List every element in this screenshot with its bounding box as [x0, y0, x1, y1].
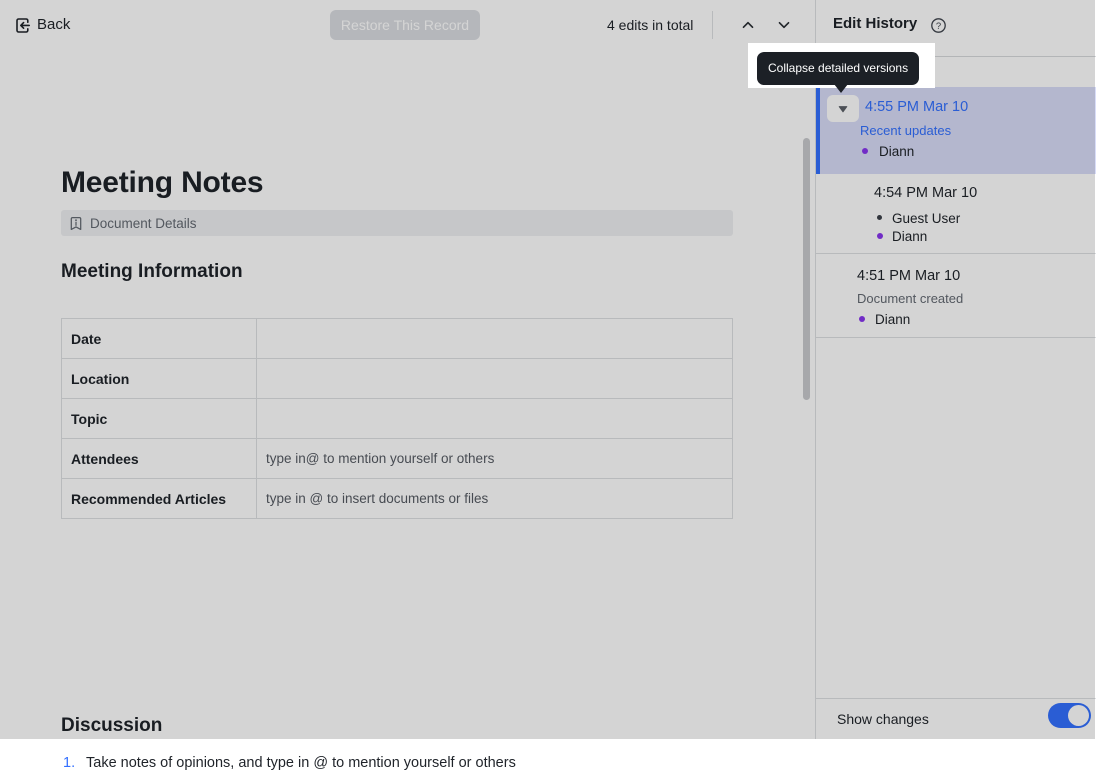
document-title: Meeting Notes: [61, 166, 264, 199]
top-bar: [0, 0, 815, 50]
svg-text:?: ?: [935, 20, 941, 32]
row-value: type in @ to insert documents or files: [257, 479, 733, 519]
row-value: [257, 359, 733, 399]
document-details-label: Document Details: [90, 215, 197, 231]
next-edit-button[interactable]: [771, 13, 797, 37]
triangle-down-icon: [838, 105, 848, 113]
list-number: 1.: [63, 755, 76, 771]
panel-footer-divider: [816, 698, 1096, 699]
user-dot: [859, 316, 865, 322]
user-name: Diann: [875, 312, 911, 327]
back-label: Back: [37, 16, 71, 33]
row-value: [257, 319, 733, 359]
table-row: [62, 479, 733, 519]
table-row: [62, 319, 733, 359]
version-time: 4:55 PM Mar 10: [865, 99, 969, 115]
version-time: 4:51 PM Mar 10: [857, 268, 961, 284]
row-label: Recommended Articles: [62, 479, 257, 519]
row-label: Topic: [62, 399, 257, 439]
row-label: Date: [62, 319, 257, 359]
collapse-versions-tooltip: Collapse detailed versions: [757, 52, 919, 85]
show-changes-label: Show changes: [837, 711, 929, 727]
restore-record-button[interactable]: Restore This Record: [330, 10, 480, 40]
user-name: Diann: [879, 144, 915, 159]
collapse-versions-button[interactable]: [827, 95, 859, 122]
version-subtitle: Document created: [857, 291, 964, 306]
topbar-divider: [712, 11, 713, 39]
panel-title: Edit History: [833, 15, 918, 32]
question-circle-icon: [930, 17, 947, 34]
version-time: 4:54 PM Mar 10: [874, 185, 978, 201]
user-dot: [877, 233, 883, 239]
toggle-knob: [1068, 705, 1089, 726]
row-value: type in@ to mention yourself or others: [257, 439, 733, 479]
tooltip-caret: [834, 84, 848, 93]
user-dot: [862, 148, 868, 154]
back-button[interactable]: [14, 13, 70, 37]
chevron-down-icon: [776, 17, 792, 33]
row-label: Attendees: [62, 439, 257, 479]
user-dot: [877, 215, 882, 220]
chevron-up-icon: [740, 17, 756, 33]
table-row: [62, 439, 733, 479]
table-row: [62, 399, 733, 439]
show-changes-toggle[interactable]: [1048, 703, 1091, 728]
list-item-text: Take notes of opinions, and type in @ to mention yourself or others: [86, 755, 516, 771]
ordered-list-item: [63, 754, 763, 773]
document-scrollbar[interactable]: [803, 138, 810, 400]
edits-count-label: 4 edits in total: [607, 17, 694, 33]
version-item[interactable]: [816, 254, 1096, 338]
version-item[interactable]: [816, 174, 1096, 254]
meeting-info-table: [61, 318, 733, 519]
row-value: [257, 399, 733, 439]
back-exit-icon: [14, 17, 31, 34]
edit-history-panel: [815, 0, 1095, 739]
document-details-icon: [69, 216, 83, 231]
version-item-selected[interactable]: [816, 87, 1096, 174]
document-details-bar[interactable]: [61, 210, 733, 236]
row-label: Location: [62, 359, 257, 399]
table-row: [62, 359, 733, 399]
user-name: Diann: [892, 229, 928, 244]
version-subtitle: Recent updates: [860, 123, 952, 138]
section-heading-discussion: Discussion: [61, 715, 163, 736]
previous-edit-button[interactable]: [735, 13, 761, 37]
help-button[interactable]: [929, 16, 947, 34]
section-heading-meeting-information: Meeting Information: [61, 261, 243, 282]
document-preview: [0, 50, 815, 771]
user-name: Guest User: [892, 211, 961, 226]
